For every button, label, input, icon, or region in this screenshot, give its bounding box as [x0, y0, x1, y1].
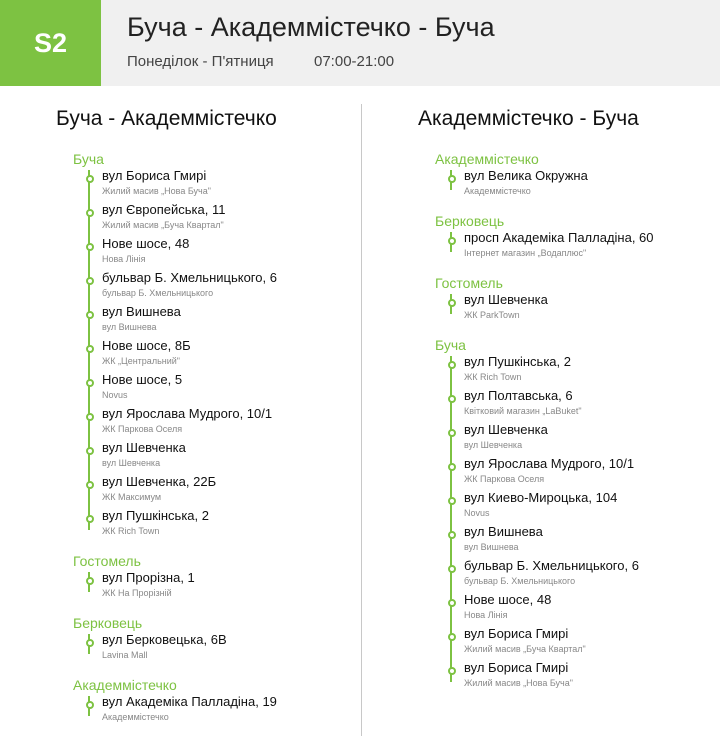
stop-landmark: Novus [464, 508, 490, 518]
stop-item [102, 372, 356, 406]
stop-item [464, 292, 718, 326]
stop-landmark: Жилий масив „Буча Квартал" [102, 220, 224, 230]
stop-name: вул Вишнева [102, 304, 181, 319]
stop-landmark: бульвар Б. Хмельницького [464, 576, 576, 586]
stop-name: вул Шевченка [464, 422, 548, 437]
stop-dot-icon [448, 395, 456, 403]
stop-groups [418, 150, 718, 694]
stop-dot-icon [86, 577, 94, 585]
stop-dot-icon [448, 175, 456, 183]
stop-landmark: Квітковий магазин „LaBuket" [464, 406, 582, 416]
stop-dot-icon [448, 299, 456, 307]
direction-title: Буча - Академмістечко [56, 107, 277, 130]
stop-list [56, 570, 356, 604]
stop-item [102, 440, 356, 474]
stop-dot-icon [86, 447, 94, 455]
stop-item [464, 660, 718, 694]
stop-landmark: вул Вишнева [464, 542, 519, 552]
stop-list [418, 292, 718, 326]
stop-item [464, 626, 718, 660]
stop-landmark: бульвар Б. Хмельницького [102, 288, 214, 298]
stop-name: вул Бориса Гмирі [102, 168, 207, 183]
stop-landmark: Нова Лінія [464, 610, 508, 620]
stop-name: вул Киево-Мироцька, 104 [464, 490, 618, 505]
stop-name: Нове шосе, 48 [102, 236, 190, 251]
route-hours: 07:00-21:00 [314, 53, 395, 70]
stop-landmark: Інтернет магазин „Водаплюс" [464, 248, 587, 258]
locality-name: Академмістечко [73, 677, 177, 693]
stop-name: вул Пушкінська, 2 [464, 354, 571, 369]
stop-dot-icon [448, 531, 456, 539]
stop-item [102, 632, 356, 666]
stop-item [102, 508, 356, 542]
stop-group [418, 212, 718, 264]
stop-dot-icon [86, 481, 94, 489]
stop-name: вул Вишнева [464, 524, 543, 539]
route-badge: S2 [0, 0, 101, 86]
stop-dot-icon [86, 243, 94, 251]
stop-dot-icon [448, 429, 456, 437]
direction-column-forward [56, 104, 356, 738]
stop-name: вул Бориса Гмирі [464, 660, 569, 675]
stop-item [464, 388, 718, 422]
stop-landmark: ЖК ParkTown [464, 310, 520, 320]
stop-dot-icon [448, 633, 456, 641]
stop-landmark: Нова Лінія [102, 254, 146, 264]
stop-landmark: ЖК Паркова Оселя [464, 474, 545, 484]
direction-column-return [418, 104, 718, 704]
stop-item [102, 202, 356, 236]
stop-dot-icon [86, 209, 94, 217]
stop-item [102, 236, 356, 270]
stop-dot-icon [448, 463, 456, 471]
stop-landmark: Жилий масив „Нова Буча" [102, 186, 211, 196]
locality-name: Академмістечко [435, 151, 539, 167]
stop-landmark: ЖК На Прорізній [102, 588, 172, 598]
stop-landmark: Академмістечко [464, 186, 531, 196]
stop-dot-icon [86, 311, 94, 319]
route-title: Буча - Академмістечко - Буча [127, 12, 495, 42]
stop-dot-icon [448, 361, 456, 369]
stop-name: Нове шосе, 8Б [102, 338, 191, 353]
stop-item [464, 168, 718, 202]
locality-name: Буча [73, 151, 104, 167]
stop-dot-icon [86, 515, 94, 523]
stop-dot-icon [86, 413, 94, 421]
stop-name: вул Прорізна, 1 [102, 570, 195, 585]
stop-name: вул Бориса Гмирі [464, 626, 569, 641]
stop-dot-icon [448, 497, 456, 505]
stop-dot-icon [448, 667, 456, 675]
stop-landmark: вул Шевченка [102, 458, 161, 468]
stop-group [56, 676, 356, 728]
stop-landmark: ЖК Rich Town [464, 372, 522, 382]
stop-landmark: ЖК Максимум [102, 492, 162, 502]
stop-group [418, 336, 718, 694]
stop-item [102, 270, 356, 304]
stop-item [102, 474, 356, 508]
locality-name: Гостомель [73, 553, 141, 569]
locality-name: Берковець [73, 615, 143, 631]
stop-dot-icon [448, 599, 456, 607]
stop-landmark: Жилий масив „Нова Буча" [464, 678, 573, 688]
stop-group [56, 150, 356, 542]
stop-landmark: Novus [102, 390, 128, 400]
stop-dot-icon [448, 565, 456, 573]
stop-name: Нове шосе, 5 [102, 372, 183, 387]
stop-list [418, 230, 718, 264]
stop-dot-icon [86, 345, 94, 353]
stop-list [418, 354, 718, 694]
stop-item [464, 230, 718, 264]
stop-group [418, 274, 718, 326]
stop-item [464, 524, 718, 558]
stop-name: вул Європейська, 11 [102, 202, 226, 217]
column-divider [361, 104, 362, 736]
stop-landmark: Жилий масив „Буча Квартал" [464, 644, 586, 654]
stop-item [464, 592, 718, 626]
stop-groups [56, 150, 356, 728]
stop-name: бульвар Б. Хмельницького, 6 [102, 270, 277, 285]
stop-dot-icon [86, 701, 94, 709]
locality-name: Берковець [435, 213, 505, 229]
stop-item [464, 456, 718, 490]
locality-name: Гостомель [435, 275, 503, 291]
stop-dot-icon [86, 639, 94, 647]
stop-group [56, 614, 356, 666]
route-days: Понеділок - П'ятниця [127, 53, 274, 70]
stop-name: вул Ярослава Мудрого, 10/1 [102, 406, 273, 421]
stop-name: вул Шевченка [102, 440, 186, 455]
stop-list [56, 632, 356, 666]
stop-item [102, 168, 356, 202]
stop-landmark: Lavina Mall [102, 650, 148, 660]
stop-item [102, 338, 356, 372]
stop-name: Нове шосе, 48 [464, 592, 552, 607]
stop-dot-icon [86, 379, 94, 387]
stop-name: просп Академіка Палладіна, 60 [464, 230, 654, 245]
stop-landmark: ЖК „Центральний" [102, 356, 180, 366]
stop-list [56, 168, 356, 542]
stop-group [56, 552, 356, 604]
stop-item [464, 354, 718, 388]
stop-list [418, 168, 718, 202]
stop-list [56, 694, 356, 728]
stop-item [102, 304, 356, 338]
stop-group [418, 150, 718, 202]
stop-name: вул Полтавська, 6 [464, 388, 573, 403]
stop-name: вул Академіка Палладіна, 19 [102, 694, 277, 709]
stop-landmark: ЖК Паркова Оселя [102, 424, 183, 434]
stop-name: вул Пушкінська, 2 [102, 508, 209, 523]
direction-title: Академмістечко - Буча [418, 107, 639, 130]
stop-dot-icon [86, 175, 94, 183]
stop-name: вул Шевченка [464, 292, 548, 307]
stop-name: бульвар Б. Хмельницького, 6 [464, 558, 639, 573]
stop-name: вул Велика Окружна [464, 168, 588, 183]
stop-landmark: ЖК Rich Town [102, 526, 160, 536]
stop-landmark: Академмістечко [102, 712, 169, 722]
stop-dot-icon [86, 277, 94, 285]
stop-dot-icon [448, 237, 456, 245]
stop-name: вул Ярослава Мудрого, 10/1 [464, 456, 635, 471]
stop-name: вул Берковецька, 6В [102, 632, 227, 647]
locality-name: Буча [435, 337, 466, 353]
stop-item [102, 570, 356, 604]
stop-item [464, 422, 718, 456]
stop-item [102, 694, 356, 728]
stop-item [464, 490, 718, 524]
route-header [0, 0, 720, 86]
stop-item [102, 406, 356, 440]
stop-landmark: вул Шевченка [464, 440, 523, 450]
stop-name: вул Шевченка, 22Б [102, 474, 217, 489]
stop-landmark: вул Вишнева [102, 322, 157, 332]
stop-item [464, 558, 718, 592]
